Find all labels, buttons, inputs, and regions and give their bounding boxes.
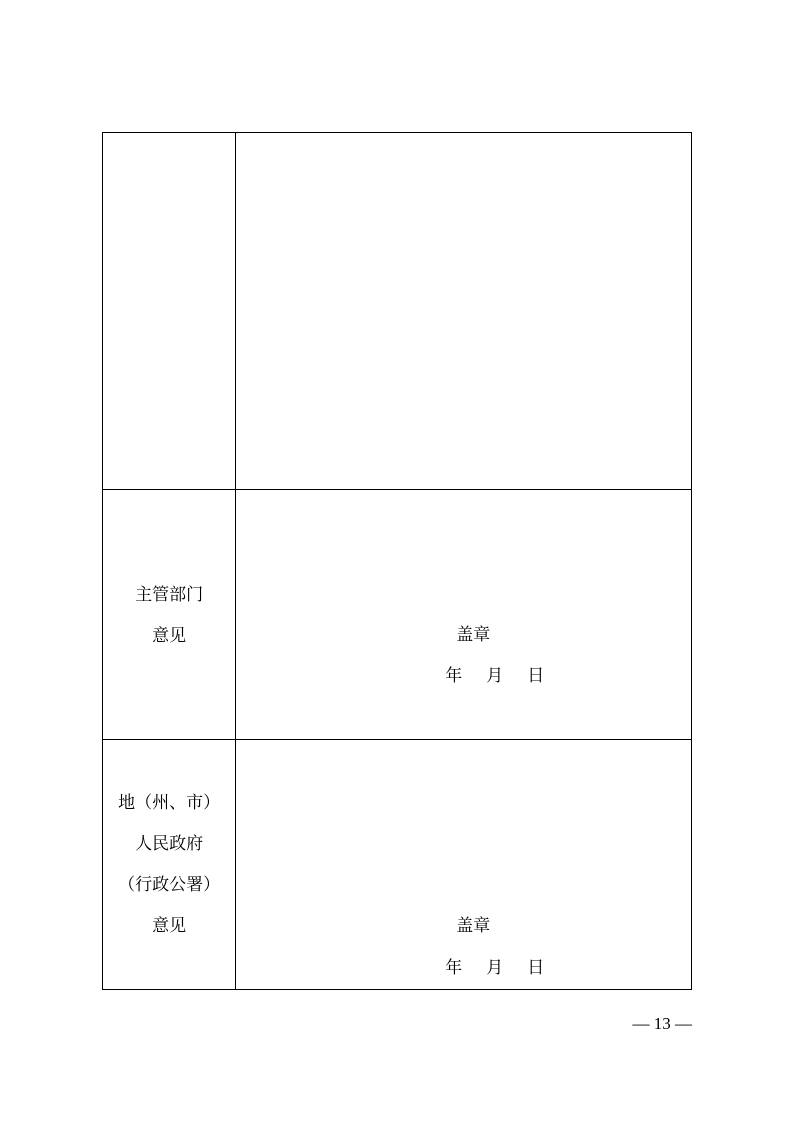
prefecture-gov-label <box>103 783 235 947</box>
competent-dept-label-cell <box>103 490 236 740</box>
opinion-form-table <box>102 132 692 990</box>
label-line: 意见 <box>152 916 187 936</box>
year-label: 年 <box>445 958 463 978</box>
form-row-competent-dept <box>103 490 692 740</box>
prefecture-gov-label-cell <box>103 740 236 990</box>
seal-label: 盖章 <box>456 625 491 645</box>
date-line <box>445 665 544 687</box>
date-line <box>445 957 544 979</box>
month-label: 月 <box>486 958 504 978</box>
day-label: 日 <box>527 666 545 686</box>
competent-dept-opinion-cell <box>236 490 692 740</box>
form-row-prefecture-gov <box>103 740 692 990</box>
continued-label-cell <box>103 133 236 490</box>
competent-dept-label <box>103 575 235 657</box>
month-label: 月 <box>486 666 504 686</box>
label-line: 人民政府 <box>135 834 204 854</box>
label-line: （行政公署） <box>118 875 221 895</box>
seal-label: 盖章 <box>456 916 491 936</box>
year-label: 年 <box>445 666 463 686</box>
day-label: 日 <box>527 958 545 978</box>
label-line: 主管部门 <box>135 585 204 605</box>
form-row-continued <box>103 133 692 490</box>
prefecture-gov-opinion-cell <box>236 740 692 990</box>
label-line: 意见 <box>152 626 187 646</box>
page-number: — 13 — <box>632 1014 692 1033</box>
continued-content-cell <box>236 133 692 490</box>
label-line: 地（州、市） <box>118 793 221 813</box>
